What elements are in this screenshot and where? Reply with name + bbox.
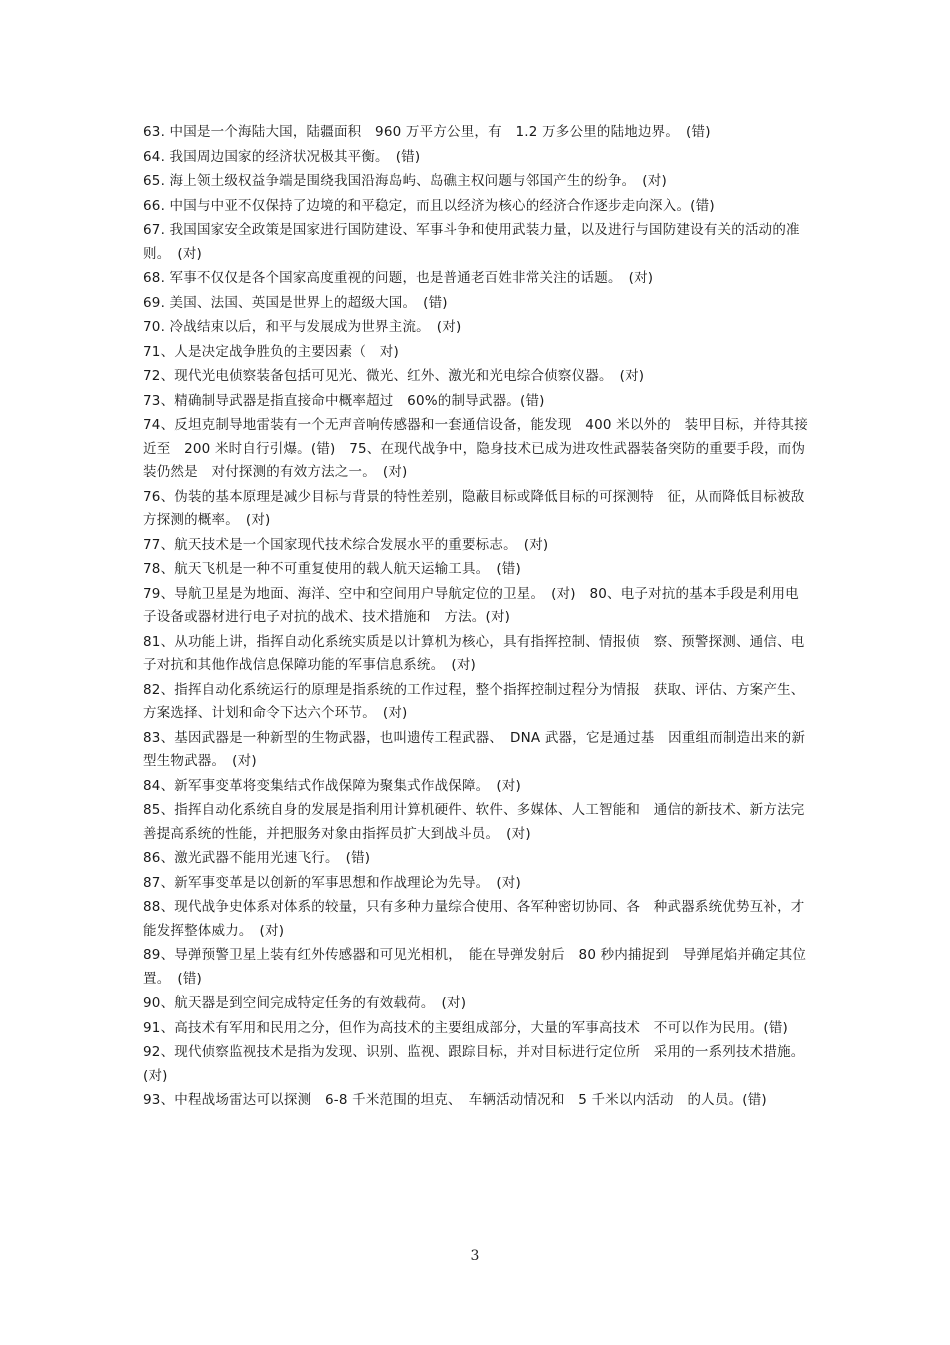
question-item: 83、基因武器是一种新型的生物武器，也叫遗传工程武器、 DNA 武器，它是通过基 因重组而制造出来的新型生物武器。 (对)	[143, 729, 806, 769]
question-item: 87、新军事变革是以创新的军事思想和作战理论为先导。 (对)	[143, 874, 521, 891]
question-item: 89、导弹预警卫星上装有红外传感器和可见光相机， 能在导弹发射后 80 秒内捕捉到 导弹尾焰并确定其位置。 (错)	[143, 947, 807, 987]
question-item: 69. 美国、法国、英国是世界上的超级大国。 (错)	[143, 294, 448, 311]
question-item: 77、航天技术是一个国家现代技术综合发展水平的重要标志。 (对)	[143, 536, 549, 553]
question-item: 72、现代光电侦察装备包括可见光、微光、红外、激光和光电综合侦察仪器。 (对)	[143, 368, 645, 384]
question-item: 78、航天飞机是一种不可重复使用的载人航天运输工具。 (错)	[143, 561, 521, 577]
question-item: 74、反坦克制导地雷装有一个无声音响传感器和一套通信设备，能发现 400 米以外的 装甲目标，并待其接近至 200 米时自行引爆。(错) 75、在现代战争中，隐身技术已成为进攻性武器装备突防的重要手段，而伪装仍然是 对付探测的有效方法之一。 (对)	[143, 417, 808, 480]
question-item: 86、激光武器不能用光速飞行。 (错)	[143, 850, 371, 866]
question-item: 76、伪装的基本原理是减少目标与背景的特性差别，隐蔽目标或降低目标的可探测特 征，从而降低目标被敌方探测的概率。 (对)	[143, 488, 805, 528]
question-item: 65. 海上领土级权益争端是围绕我国沿海岛屿、岛礁主权问题与邻国产生的纷争。 (对)	[143, 173, 667, 189]
question-item: 81、从功能上讲，指挥自动化系统实质是以计算机为核心，具有指挥控制、情报侦 察、预警探测、通信、电子对抗和其他作战信息保障功能的军事信息系统。 (对)	[143, 633, 805, 673]
question-item: 82、指挥自动化系统运行的原理是指系统的工作过程，整个指挥控制过程分为情报 获取、评估、方案产生、方案选择、计划和命令下达六个环节。 (对)	[143, 681, 805, 721]
question-item: 85、指挥自动化系统自身的发展是指利用计算机硬件、软件、多媒体、人工智能和 通信的新技术、新方法完善提高系统的性能，并把服务对象由指挥员扩大到战斗员。 (对)	[143, 802, 805, 842]
question-item: 93、中程战场雷达可以探测 6-8 千米范围的坦克、 车辆活动情况和 5 千米以内活动 的人员。(错)	[143, 1092, 767, 1108]
question-item: 90、航天器是到空间完成特定任务的有效载荷。 (对)	[143, 995, 467, 1011]
question-item: 91、高技术有军用和民用之分，但作为高技术的主要组成部分，大量的军事高技术 不可以作为民用。(错)	[143, 1019, 789, 1036]
question-item: 73、精确制导武器是指直接命中概率超过 60%的制导武器。(错)	[143, 392, 545, 409]
question-item: 70. 冷战结束以后，和平与发展成为世界主流。 (对)	[143, 319, 462, 335]
question-item: 63. 中国是一个海陆大国，陆疆面积 960 万平方公里，有 1.2 万多公里的陆地边界。 (错)	[143, 124, 711, 140]
question-item: 71、人是决定战争胜负的主要因素（ 对)	[143, 343, 399, 360]
question-list	[143, 121, 812, 1114]
question-item: 68. 军事不仅仅是各个国家高度重视的问题，也是普通老百姓非常关注的话题。 (对)	[143, 270, 654, 286]
question-item: 88、现代战争史体系对体系的较量，只有多种力量综合使用、各军种密切协同、各 种武器系统优势互补，才能发挥整体威力。 (对)	[143, 899, 805, 939]
question-item: 67. 我国国家安全政策是国家进行国防建设、军事斗争和使用武装力量，以及进行与国防建设有关的活动的准则。 (对)	[143, 222, 800, 262]
question-item: 92、现代侦察监视技术是指为发现、识别、监视、跟踪目标，并对目标进行定位所 采用的一系列技术措施。 (对)	[143, 1044, 812, 1084]
question-item: 64. 我国周边国家的经济状况极其平衡。 (错)	[143, 148, 421, 165]
question-item: 84、新军事变革将变集结式作战保障为聚集式作战保障。 (对)	[143, 777, 521, 794]
page-number: 3	[470, 1248, 480, 1264]
question-item: 66. 中国与中亚不仅保持了边境的和平稳定，而且以经济为核心的经济合作逐步走向深入。(错)	[143, 197, 715, 214]
question-item: 79、导航卫星是为地面、海洋、空中和空间用户导航定位的卫星。 (对) 80、电子对抗的基本手段是利用电子设备或器材进行电子对抗的战术、技术措施和 方法。(对)	[143, 585, 799, 625]
